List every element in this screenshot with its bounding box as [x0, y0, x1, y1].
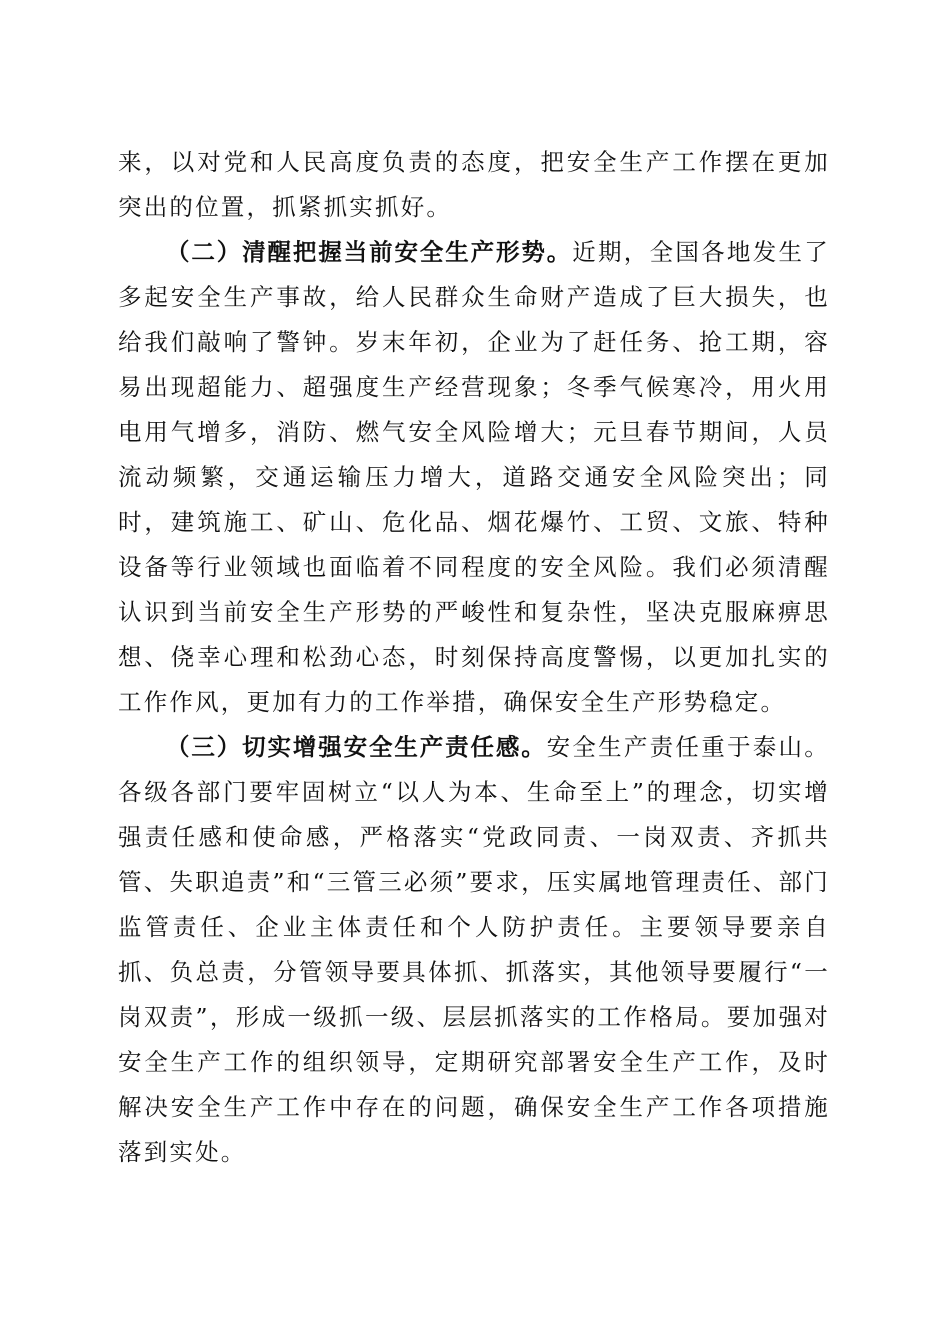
document-body [118, 140, 830, 1175]
paragraph-section-2 [118, 230, 830, 725]
paragraph-continuation [118, 140, 830, 230]
paragraph-text: 安全生产责任重于泰山。各级各部门要牢固树立“以人为本、生命至上”的理念，切实增强责任感和使命感，严格落实“党政同责、一岗双责、齐抓共管、失职追责”和“三管三必须”要求，压实属地管理责任、部门监管责任、企业主体责任和个人防护责任。主要领导要亲自抓、负总责，分管领导要具体抓、抓落实，其他领导要履行“一岗双责”，形成一级抓一级、层层抓落实的工作格局。要加强对安全生产工作的组织领导，定期研究部署安全生产工作，及时解决安全生产工作中存在的问题，确保安全生产工作各项措施落到实处。 [118, 733, 830, 1166]
paragraph-section-3 [118, 725, 830, 1175]
section-heading: （二）清醒把握当前安全生产形势。 [166, 238, 573, 266]
paragraph-text: 近期，全国各地发生了多起安全生产事故，给人民群众生命财产造成了巨大损失，也给我们敲响了警钟。岁末年初，企业为了赶任务、抢工期，容易出现超能力、超强度生产经营现象；冬季气候寒冷，用火用电用气增多，消防、燃气安全风险增大；元旦春节期间，人员流动频繁，交通运输压力增大，道路交通安全风险突出；同时，建筑施工、矿山、危化品、烟花爆竹、工贸、文旅、特种设备等行业领域也面临着不同程度的安全风险。我们必须清醒认识到当前安全生产形势的严峻性和复杂性，坚决克服麻痹思想、侥幸心理和松劲心态，时刻保持高度警惕，以更加扎实的工作作风，更加有力的工作举措，确保安全生产形势稳定。 [118, 238, 830, 716]
section-heading: （三）切实增强安全生产责任感。 [166, 733, 547, 761]
paragraph-text: 来，以对党和人民高度负责的态度，把安全生产工作摆在更加突出的位置，抓紧抓实抓好。 [118, 148, 830, 221]
